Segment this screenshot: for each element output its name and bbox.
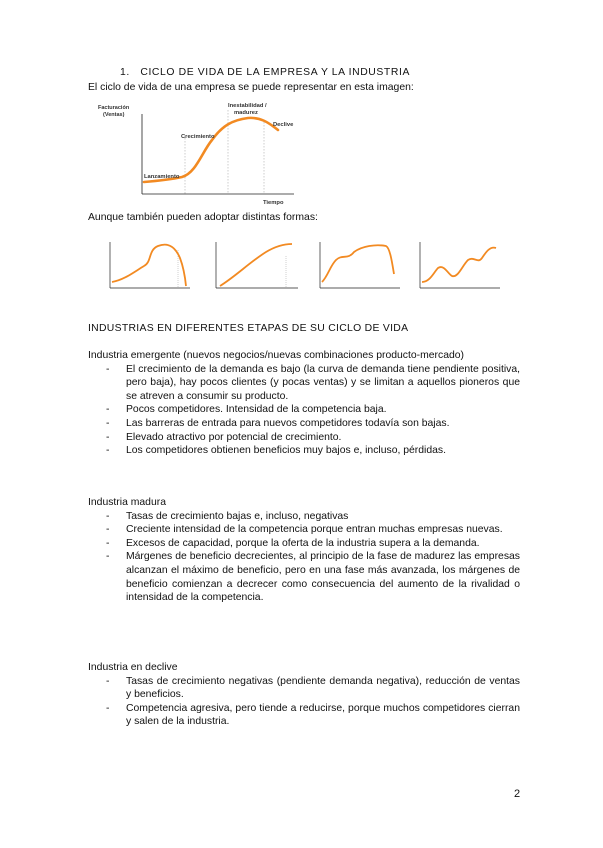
section-heading	[120, 66, 410, 80]
list-item: - Pocos competidores. Intensidad de la competencia baja.	[88, 403, 520, 417]
list-item: - Márgenes de beneficio decrecientes, al principio de la fase de madurez las empresas alcanzan el máximo de beneficio, pero en una fase más avanzada, los márgenes de beneficio comienzan a decrecer como consecuencia del aumento de la rivalidad o intensidad de la competencia.	[88, 550, 520, 604]
intro-text: El ciclo de vida de una empresa se puede representar en esta imagen:	[88, 82, 414, 93]
emergent-industry-block	[88, 349, 520, 458]
emergent-list	[88, 363, 520, 458]
alternative-shapes-figure	[90, 236, 508, 300]
page-number: 2	[514, 788, 521, 800]
chart-ylabel-2: (Ventas)	[103, 112, 125, 118]
mature-heading: Industria madura	[88, 497, 166, 508]
intro2-text: Aunque también pueden adoptar distintas formas:	[88, 212, 318, 223]
mature-list	[88, 510, 520, 605]
stage-decline-label: Declive	[273, 122, 294, 128]
shape-panel-1	[110, 242, 190, 288]
stage-maturity-label-2: madurez	[234, 110, 258, 116]
shape-panel-4	[420, 242, 500, 288]
stage-growth-label: Crecimiento	[181, 134, 215, 140]
decline-heading: Industria en declive	[88, 662, 178, 673]
list-item: - Los competidores obtienen beneficios muy bajos e, incluso, pérdidas.	[88, 444, 520, 458]
list-item: - Competencia agresiva, pero tiende a reducirse, porque muchos competidores cierran y salen de la industria.	[88, 702, 520, 729]
shape-curve-2	[220, 244, 292, 286]
life-cycle-curve	[144, 118, 278, 182]
stage-launch-label: Lanzamiento	[144, 174, 180, 180]
mature-industry-block	[88, 496, 520, 605]
shape-panel-3	[320, 242, 400, 288]
heading-number: 1.	[120, 67, 130, 78]
stage-maturity-label-1: Inestabilidad /	[228, 103, 267, 109]
chart-ylabel-1: Facturación	[98, 105, 130, 111]
list-item: - Las barreras de entrada para nuevos competidores todavía son bajas.	[88, 417, 520, 431]
chart-xlabel: Tiempo	[263, 200, 284, 206]
life-cycle-chart	[98, 100, 298, 208]
emergent-heading: Industria emergente (nuevos negocios/nuevas combinaciones producto-mercado)	[88, 350, 465, 361]
section-title: INDUSTRIAS EN DIFERENTES ETAPAS DE SU CICLO DE VIDA	[88, 323, 409, 334]
list-item: - Excesos de capacidad, porque la oferta de la industria supera a la demanda.	[88, 537, 520, 551]
list-item: - Tasas de crecimiento bajas e, incluso, negativas	[88, 510, 520, 524]
decline-industry-block	[88, 661, 520, 729]
shape-curve-1	[112, 245, 186, 286]
decline-list	[88, 675, 520, 729]
list-item: - Tasas de crecimiento negativas (pendiente demanda negativa), reducción de ventas y beneficios.	[88, 675, 520, 702]
list-item: - El crecimiento de la demanda es bajo (la curva de demanda tiene pendiente positiva, pero baja), hay pocos clientes (y pocas ventas) y se limitan a aquellos pioneros que se atreven a consumir su producto.	[88, 363, 520, 404]
list-item: - Creciente intensidad de la competencia porque entran muchas empresas nuevas.	[88, 523, 520, 537]
list-item: - Elevado atractivo por potencial de crecimiento.	[88, 431, 520, 445]
shape-curve-4	[422, 248, 496, 282]
shape-curve-3	[322, 245, 394, 282]
shape-panel-2	[216, 242, 298, 288]
heading-title: CICLO DE VIDA DE LA EMPRESA Y LA INDUSTRIA	[140, 67, 410, 78]
